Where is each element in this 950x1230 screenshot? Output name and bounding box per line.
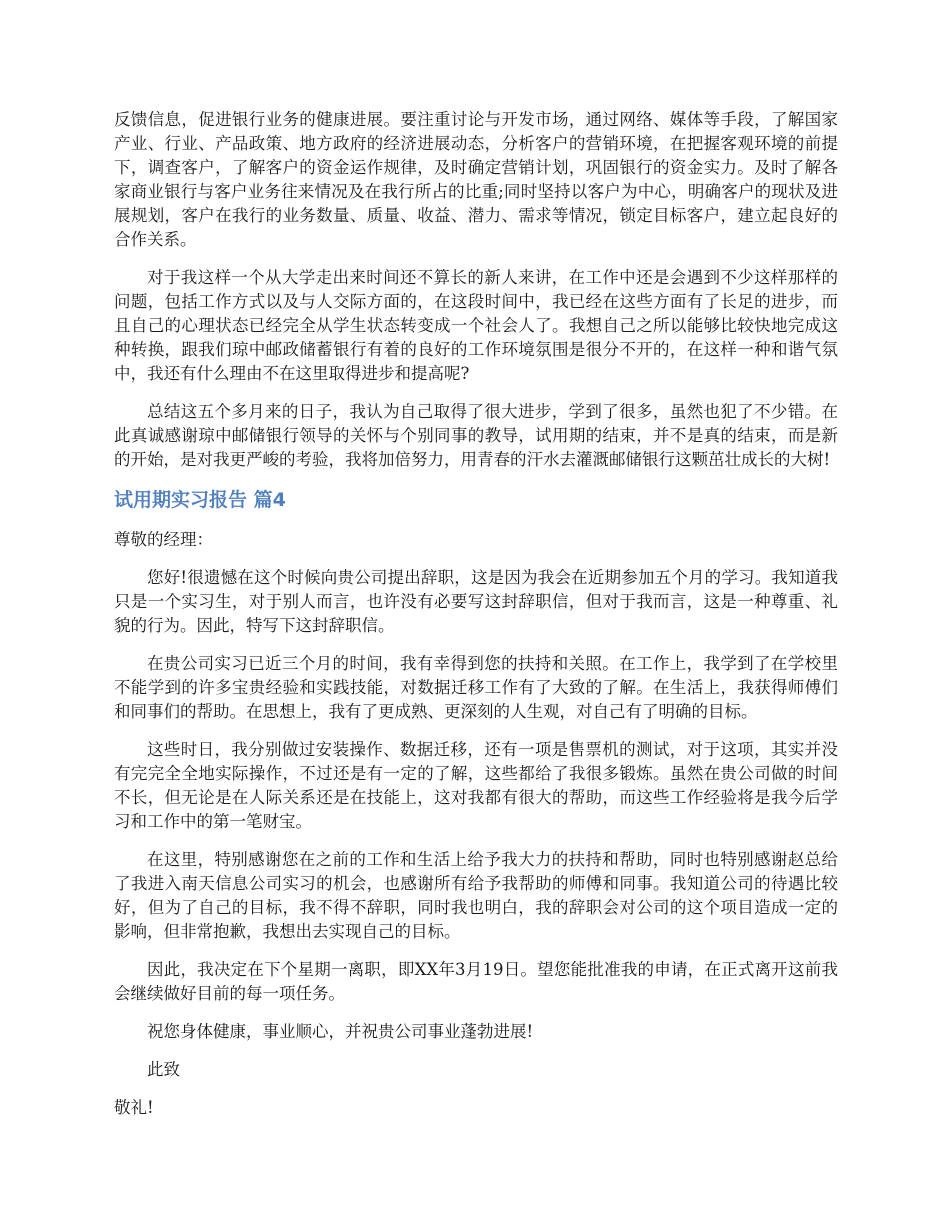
paragraph: 在这里，特别感谢您在之前的工作和生活上给予我大力的扶持和帮助，同时也特别感谢赵总给了我进入南天信息公司实习的机会，也感谢所有给予我帮助的师傅和同事。我知道公司的待遇比较好，但为了自己的目标，我不得不辞职，同时我也明白，我的辞职会对公司的这个项目造成一定的影响，但非常抱歉，我想出去实现自己的目标。 <box>114 850 838 941</box>
paragraph: 对于我这样一个从大学走出来时间还不算长的新人来讲，在工作中还是会遇到不少这样那样的问题，包括工作方式以及与人交际方面的，在这段时间中，我已经在这些方面有了长足的进步，而且自己的心理状态已经完全从学生状态转变成一个社会人了。我想自己之所以能够比较快地完成这种转换，跟我们琼中邮政储蓄银行有着的良好的工作环境氛围是很分不开的，在这样一种和谐气氛中，我还有什么理由不在这里取得进步和提高呢? <box>114 268 838 383</box>
paragraph: 在贵公司实习已近三个月的时间，我有幸得到您的扶持和关照。在工作上，我学到了在学校里不能学到的许多宝贵经验和实践技能，对数据迁移工作有了大致的了解。在生活上，我获得师傅们和同事们的帮助。在思想上，我有了更成熟、更深刻的人生观，对自己有了明确的目标。 <box>114 654 838 721</box>
salutation: 尊敬的经理： <box>114 530 213 549</box>
document-page <box>114 108 838 1134</box>
section-heading: 试用期实习报告 篇4 <box>114 489 286 511</box>
closing-salute: 敬礼! <box>114 1098 154 1117</box>
paragraph: 总结这五个多月来的日子，我认为自己取得了很大进步，学到了很多，虽然也犯了不少错。在此真诚感谢琼中邮储银行领导的关怀与个别同事的教导，试用期的结束，并不是真的结束，而是新的开始，是对我更严峻的考验，我将加倍努力，用青春的汗水去灌溉邮储银行这颗茁壮成长的大树! <box>114 402 838 469</box>
paragraph: 您好!很遗憾在这个时候向贵公司提出辞职，这是因为我会在近期参加五个月的学习。我知道我只是一个实习生，对于别人而言，也许没有必要写这封辞职信，但对于我而言，这是一种尊重、礼貌的行为。因此，特写下这封辞职信。 <box>114 568 838 635</box>
paragraph: 反馈信息，促进银行业务的健康进展。要注重讨论与开发市场，通过网络、媒体等手段，了解国家产业、行业、产品政策、地方政府的经济进展动态，分析客户的营销环境，在把握客观环境的前提下，调查客户，了解客户的资金运作规律，及时确定营销计划，巩固银行的资金实力。及时了解各家商业银行与客户业务往来情况及在我行所占的比重;同时坚持以客户为中心，明确客户的现状及进展规划，客户在我行的业务数量、质量、收益、潜力、需求等情况，锁定目标客户，建立起良好的合作关系。 <box>114 110 838 249</box>
closing-phrase: 此致 <box>147 1060 180 1079</box>
paragraph: 因此，我决定在下个星期一离职，即XX年3月19日。望您能批准我的申请，在正式离开这前我会继续做好目前的每一项任务。 <box>114 960 838 1003</box>
paragraph: 这些时日，我分别做过安装操作、数据迁移，还有一项是售票机的测试，对于这项，其实并没有完完全全地实际操作，不过还是有一定的了解，这些都给了我很多锻炼。虽然在贵公司做的时间不长，但无论是在人际关系还是在技能上，这对我都有很大的帮助，而这些工作经验将是我今后学习和工作中的第一笔财宝。 <box>114 740 838 831</box>
paragraph: 祝您身体健康，事业顺心，并祝贵公司事业蓬勃进展! <box>147 1022 534 1041</box>
